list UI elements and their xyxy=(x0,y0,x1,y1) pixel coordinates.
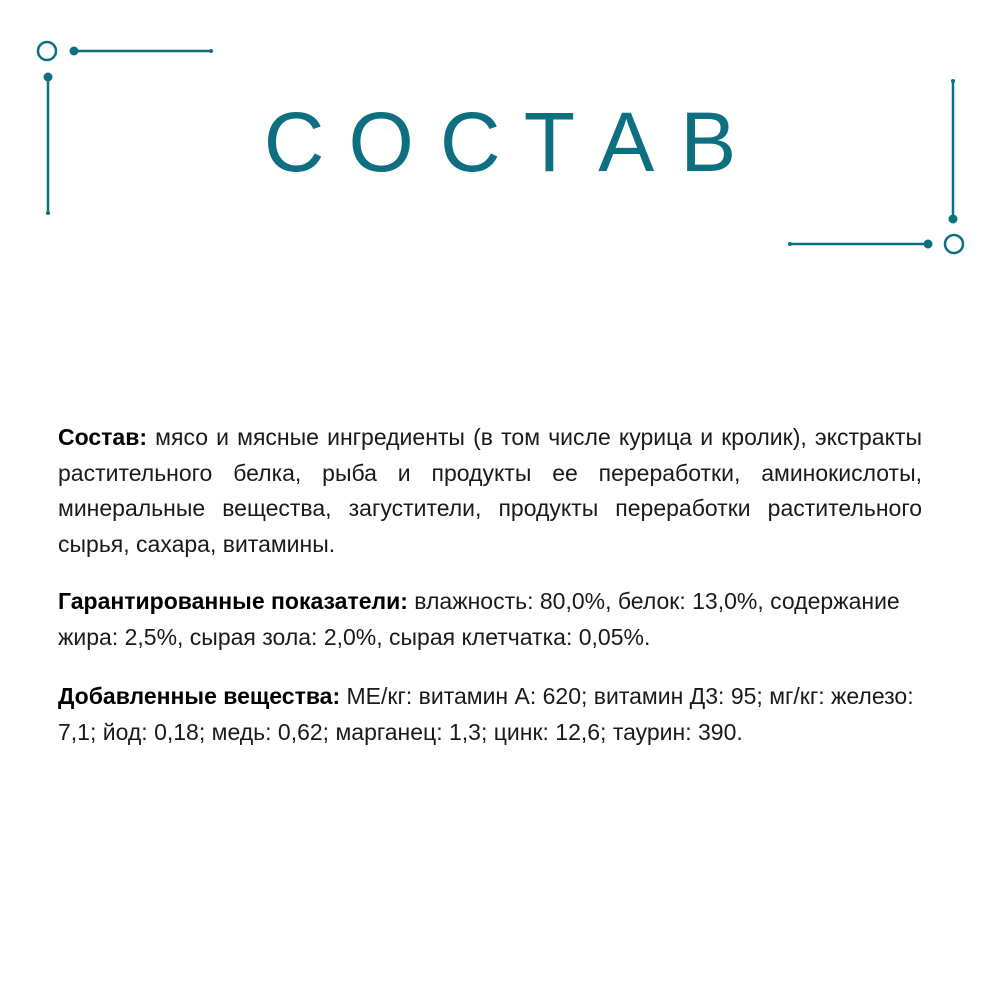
composition-paragraph xyxy=(58,420,922,562)
page-title: СОСТАВ xyxy=(263,95,763,189)
dot-icon xyxy=(924,240,933,249)
additives-label: Добавленные вещества: xyxy=(58,683,341,709)
additives-body: МЕ/кг: витамин А: 620; витамин Д3: 95; мг/кг: железо: 7,1; йод: 0,18; медь: 0,62; марганец: 1,3; цинк: 12,6; таурин: 390. xyxy=(58,683,914,745)
composition-label: Состав: xyxy=(58,424,148,450)
dot-icon xyxy=(209,49,213,53)
dot-icon xyxy=(949,215,958,224)
ring-icon xyxy=(945,235,963,253)
dot-icon xyxy=(46,211,50,215)
guaranteed-values-paragraph xyxy=(58,584,922,655)
additives-paragraph xyxy=(58,679,922,750)
guaranteed-values-label: Гарантированные показатели: xyxy=(58,588,408,614)
guaranteed-values-body: влажность: 80,0%, белок: 13,0%, содержание жира: 2,5%, сырая зола: 2,0%, сырая клетчатка: 0,05%. xyxy=(58,588,900,650)
composition-text xyxy=(58,420,922,750)
ring-icon xyxy=(38,42,56,60)
composition-body: мясо и мясные ингредиенты (в том числе курица и кролик), экстракты растительного белка, рыба и продукты ее переработки, аминокислоты, минеральные вещества, загустители, продукты переработки растительного сырья, сахара, витамины. xyxy=(58,424,922,557)
